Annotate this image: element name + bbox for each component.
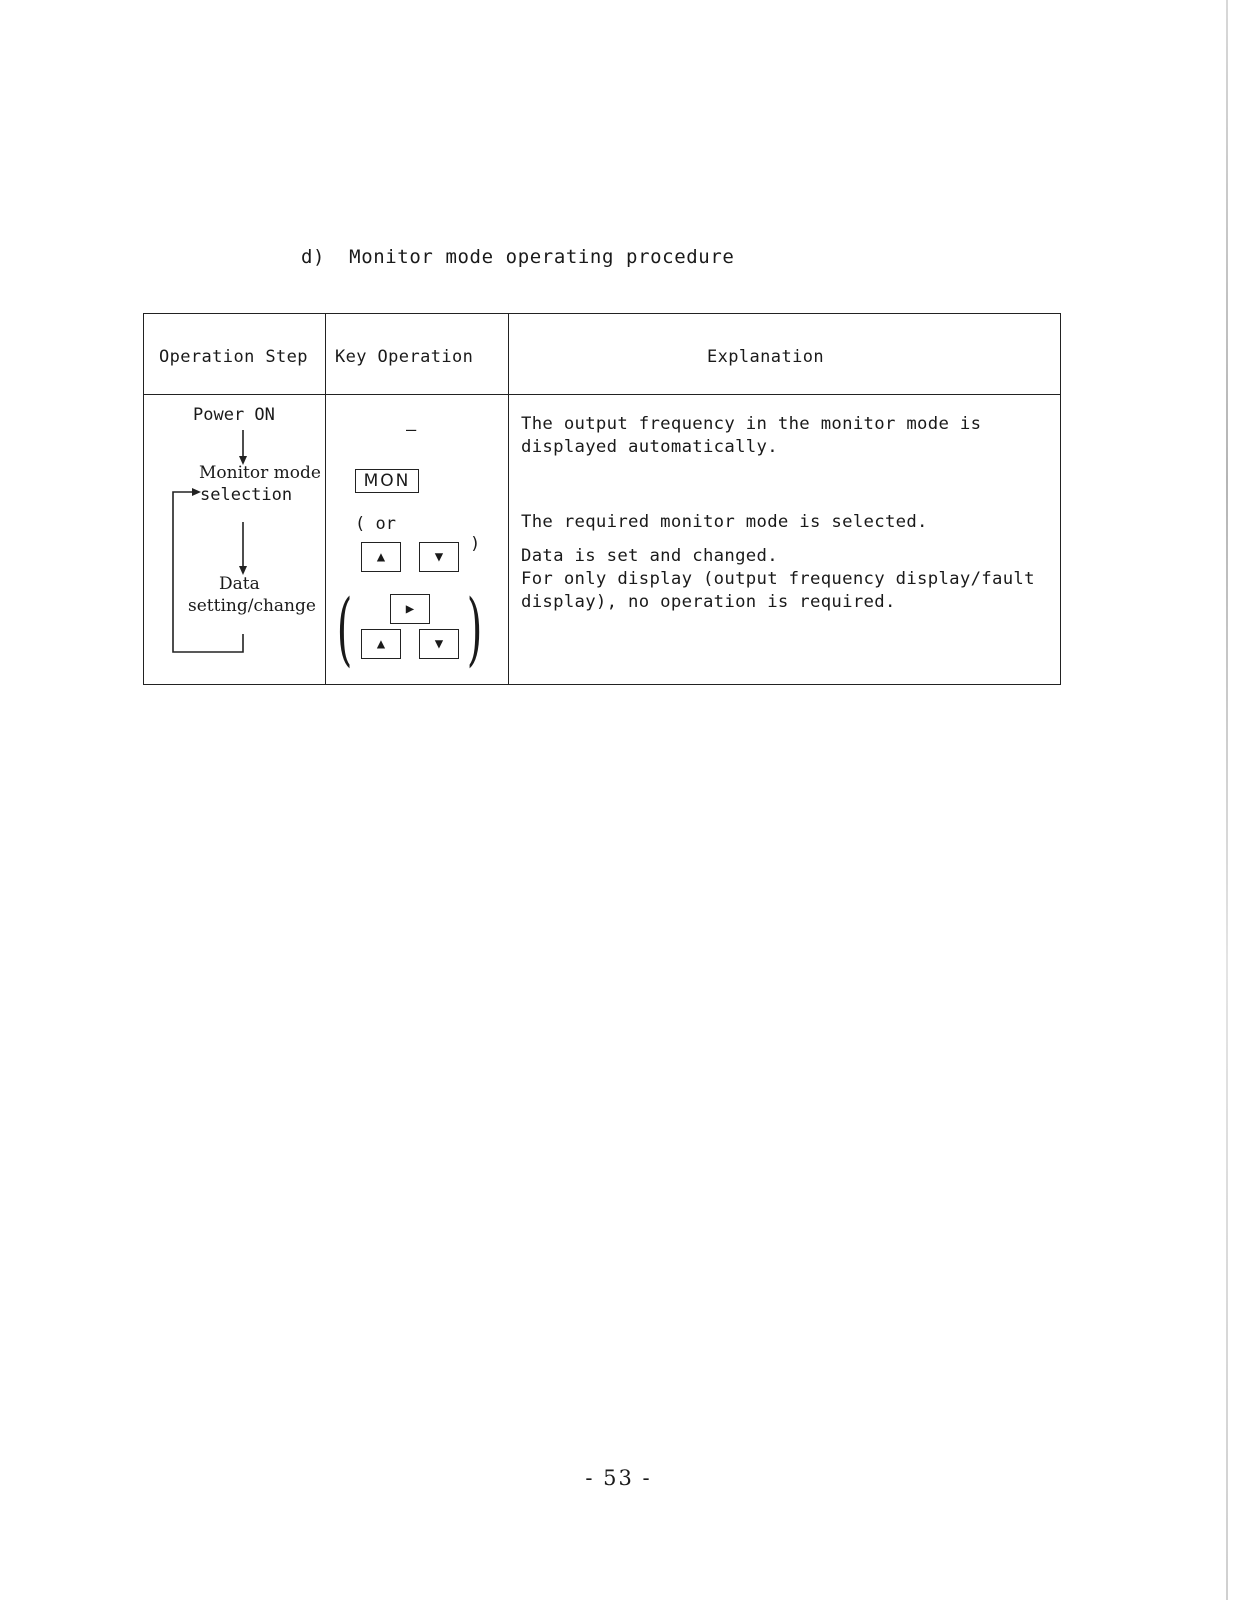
key-none-dash: — bbox=[406, 420, 417, 440]
page-edge-shadow bbox=[1226, 0, 1228, 1600]
header-explanation: Explanation bbox=[707, 347, 824, 367]
up-arrow-key: ▲ bbox=[361, 542, 401, 572]
explanation-power-on: The output frequency in the monitor mode is displayed automatically. bbox=[521, 414, 982, 457]
step-data-line1: Data bbox=[219, 574, 260, 594]
step-monitor-mode-line1: Monitor mode bbox=[199, 463, 321, 483]
right-paren: ) bbox=[466, 582, 483, 675]
explanation-data: Data is set and changed. For only display (output frequency display/fault display), no operation is required. bbox=[521, 546, 1035, 612]
loop-back-line bbox=[173, 492, 243, 652]
header-operation-step: Operation Step bbox=[159, 347, 308, 367]
header-key-operation: Key Operation bbox=[335, 347, 474, 367]
step-power-on: Power ON bbox=[193, 405, 275, 425]
page-number: - 53 - bbox=[585, 1466, 652, 1490]
down-arrow-key: ▼ bbox=[419, 542, 459, 572]
explanation-monitor-mode: The required monitor mode is selected. bbox=[521, 512, 928, 532]
up-arrow-key-2: ▲ bbox=[361, 629, 401, 659]
key-or-open: ( or bbox=[355, 514, 396, 534]
column-divider-2 bbox=[508, 314, 509, 684]
step-data-line2: setting/change bbox=[188, 596, 316, 616]
left-paren: ( bbox=[336, 582, 353, 675]
right-arrow-key: ▶ bbox=[390, 594, 430, 624]
section-title: Monitor mode operating procedure bbox=[349, 246, 735, 268]
mon-key-button: MON bbox=[355, 469, 419, 493]
section-label: d) bbox=[301, 246, 326, 268]
procedure-table bbox=[143, 313, 1061, 685]
step-monitor-mode-line2: selection bbox=[200, 485, 293, 505]
key-or-close: ) bbox=[470, 534, 481, 554]
down-arrow-key-2: ▼ bbox=[419, 629, 459, 659]
section-heading bbox=[301, 246, 734, 268]
